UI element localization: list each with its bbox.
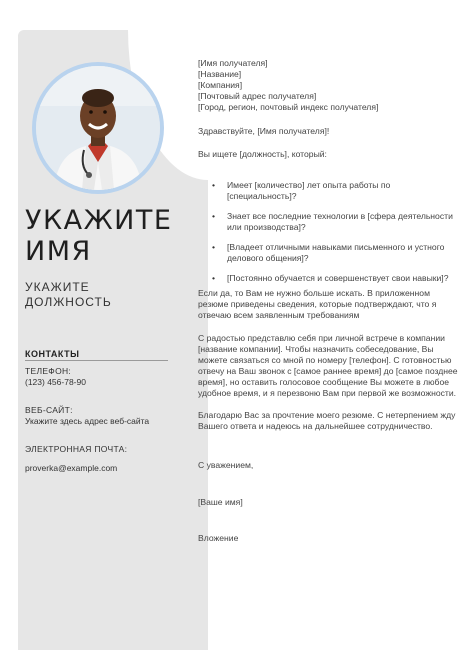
email-label: ЭЛЕКТРОННАЯ ПОЧТА: [25, 444, 128, 454]
list-item[interactable]: • Знает все последние технологии в [сфера деятельности или производства]? [198, 211, 458, 233]
list-item[interactable]: • [Владеет отличными навыками письменного и устного делового общения]? [198, 242, 458, 264]
intro-line[interactable]: Вы ищете [должность], который: [198, 149, 327, 159]
title-line-1: УКАЖИТЕ [25, 280, 90, 294]
list-item[interactable]: • Имеет [количество] лет опыта работы по [специальность]? [198, 180, 458, 202]
paragraph-2[interactable]: С радостью представлю себя при личной встрече в компании [название компании]. Чтобы назначить собеседование, Вы можете связаться со мной по номеру [телефон]. С готовностью отвечу на Ваш звонок с [самое раннее время] до [самое позднее время], но оставить голосовое сообщение Вы можете в любое удобное время, и я перезвоню Вам при первой же возможности. [198, 333, 458, 398]
contacts-heading: КОНТАКТЫ [25, 349, 80, 359]
address-line[interactable]: [Почтовый адрес получателя] [198, 91, 317, 101]
address-line[interactable]: [Город, регион, почтовый индекс получателя] [198, 102, 379, 112]
recipient-address [198, 58, 458, 113]
name-line-2: ИМЯ [25, 236, 92, 267]
website-label: ВЕБ-САЙТ: [25, 405, 73, 415]
paragraph-1[interactable]: Если да, то Вам не нужно больше искать. В приложенном резюме приведены сведения, которые подтверждают, что я отвечаю всем заявленным требованиям [198, 288, 437, 320]
name-line-1: УКАЖИТЕ [25, 205, 173, 236]
website-value[interactable]: Укажите здесь адрес веб-сайта [25, 416, 150, 426]
address-line[interactable]: [Имя получателя] [198, 58, 268, 68]
applicant-name [25, 205, 205, 267]
phone-label: ТЕЛЕФОН: [25, 366, 72, 376]
address-line[interactable]: [Название] [198, 69, 242, 79]
paragraph-3[interactable]: Благодарю Вас за прочтение моего резюме. С нетерпением жду Вашего ответа и надеюсь на дальнейшее сотрудничество. [198, 410, 456, 431]
requirements-list [198, 180, 458, 284]
applicant-title [25, 280, 205, 310]
email-value[interactable]: proverka@example.com [25, 463, 118, 473]
title-line-2: ДОЛЖНОСТЬ [25, 295, 112, 309]
doctor-portrait-image [36, 66, 160, 190]
closing[interactable]: С уважением, [198, 460, 254, 470]
letter-body [198, 58, 458, 544]
address-line[interactable]: [Компания] [198, 80, 243, 90]
phone-value[interactable]: (123) 456-78-90 [25, 377, 86, 387]
profile-photo[interactable] [36, 66, 160, 190]
contacts-divider [25, 360, 168, 361]
attachment-label[interactable]: Вложение [198, 533, 239, 543]
list-item[interactable]: • [Постоянно обучается и совершенствует свои навыки]? [198, 273, 458, 284]
signature[interactable]: [Ваше имя] [198, 497, 243, 507]
greeting[interactable]: Здравствуйте, [Имя получателя]! [198, 126, 330, 136]
